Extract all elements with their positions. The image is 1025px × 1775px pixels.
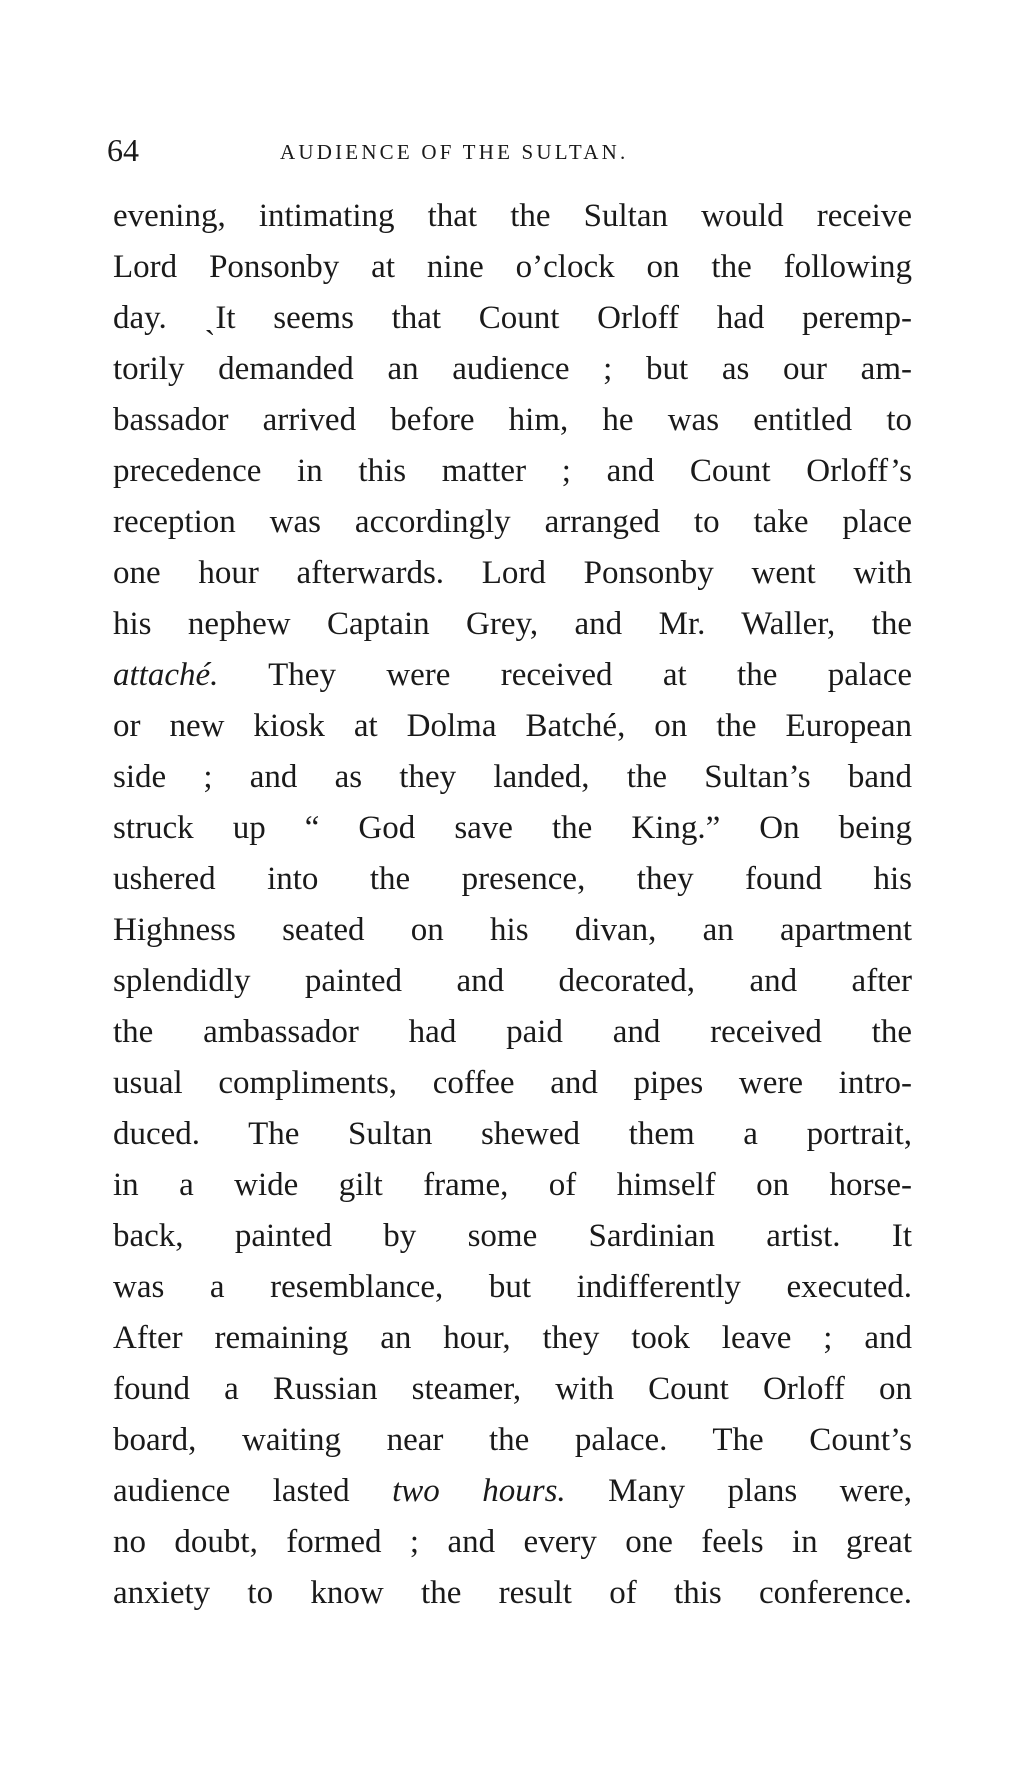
page-header xyxy=(107,130,907,170)
text-line: side ; and as they landed, the Sultan’s band xyxy=(113,759,912,795)
page-number: 64 xyxy=(107,132,139,168)
text-line: the ambassador had paid and received the xyxy=(113,1014,912,1050)
text-line: evening, intimating that the Sultan would receive xyxy=(113,198,912,234)
text-line: bassador arrived before him, he was entitled to xyxy=(113,402,912,438)
text-line: no doubt, formed ; and every one feels in great xyxy=(113,1524,912,1560)
text-line xyxy=(113,1466,912,1517)
text-line: or new kiosk at Dolma Batché, on the European xyxy=(113,708,912,744)
text-run: audience lasted xyxy=(113,1473,393,1509)
text-line: After remaining an hour, they took leave ; and xyxy=(113,1320,912,1356)
text-line: board, waiting near the palace. The Count’s xyxy=(113,1422,912,1458)
text-line: usual compliments, coffee and pipes were intro- xyxy=(113,1065,912,1101)
text-line: anxiety to know the result of this conference. xyxy=(113,1575,912,1611)
text-line: found a Russian steamer, with Count Orloff on xyxy=(113,1371,912,1407)
text-line: precedence in this matter ; and Count Orloff’s xyxy=(113,453,912,489)
text-line: reception was accordingly arranged to take place xyxy=(113,504,912,540)
text-line xyxy=(113,650,912,701)
text-line: day. ˎIt seems that Count Orloff had peremp- xyxy=(113,300,912,336)
body-text xyxy=(113,191,912,1619)
text-line: duced. The Sultan shewed them a portrait, xyxy=(113,1116,912,1152)
text-line: was a resemblance, but indifferently executed. xyxy=(113,1269,912,1305)
text-line: splendidly painted and decorated, and after xyxy=(113,963,912,999)
text-line: Highness seated on his divan, an apartment xyxy=(113,912,912,948)
text-line: in a wide gilt frame, of himself on horse- xyxy=(113,1167,912,1203)
text-run: They were received at the palace xyxy=(218,657,912,693)
text-line: torily demanded an audience ; but as our am- xyxy=(113,351,912,387)
running-head: AUDIENCE OF THE SULTAN. xyxy=(280,140,629,164)
text-line: his nephew Captain Grey, and Mr. Waller, the xyxy=(113,606,912,642)
text-line: back, painted by some Sardinian artist. It xyxy=(113,1218,912,1254)
text-line: Lord Ponsonby at nine o’clock on the following xyxy=(113,249,912,285)
italic-phrase: two hours. xyxy=(392,1473,566,1509)
text-line: struck up “ God save the King.” On being xyxy=(113,810,912,846)
text-line: one hour afterwards. Lord Ponsonby went with xyxy=(113,555,912,591)
text-run: Many plans were, xyxy=(565,1473,912,1509)
text-line: ushered into the presence, they found his xyxy=(113,861,912,897)
italic-word: attaché. xyxy=(113,657,219,693)
